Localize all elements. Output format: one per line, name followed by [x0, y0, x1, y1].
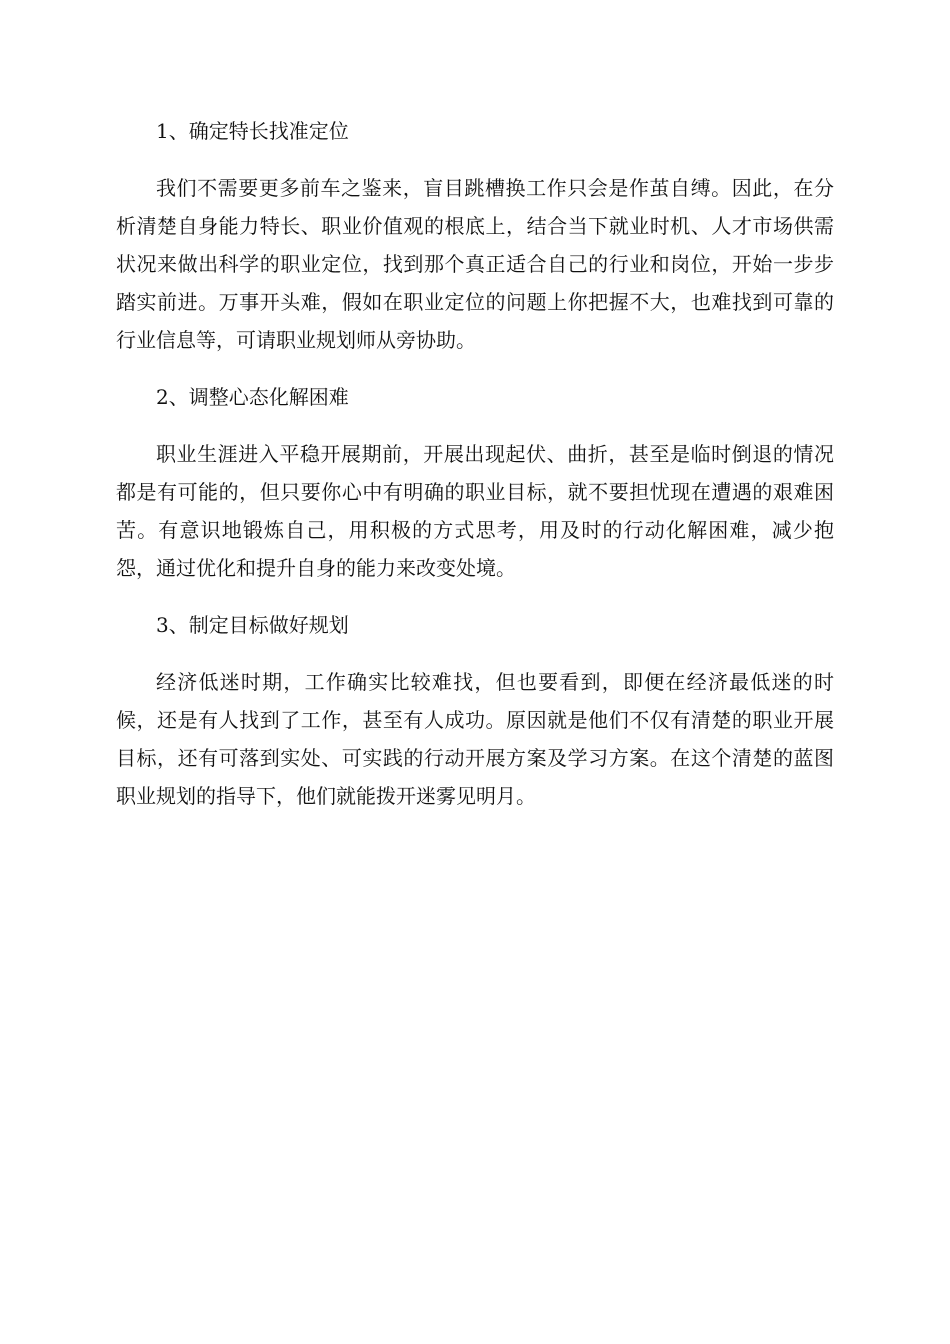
- document-body: [116, 112, 834, 834]
- section-paragraph-1: 我们不需要更多前车之鉴来，盲目跳槽换工作只会是作茧自缚。因此，在分析清楚自身能力特长、职业价值观的根底上，结合当下就业时机、人才市场供需状况来做出科学的职业定位，找到那个真正适合自己的行业和岗位，开始一步步踏实前进。万事开头难，假如在职业定位的问题上你把握不大，也难找到可靠的行业信息等，可请职业规划师从旁协助。: [116, 176, 834, 352]
- section-heading-1: 1、确定特长找准定位: [156, 119, 349, 143]
- section-heading-2: 2、调整心态化解困难: [156, 385, 349, 409]
- section-paragraph-2: 职业生涯进入平稳开展期前，开展出现起伏、曲折，甚至是临时倒退的情况都是有可能的，但只要你心中有明确的职业目标，就不要担忧现在遭遇的艰难困苦。有意识地锻炼自己，用积极的方式思考，用及时的行动化解困难，减少抱怨，通过优化和提升自身的能力来改变处境。: [116, 442, 834, 580]
- section-heading-3: 3、制定目标做好规划: [156, 613, 349, 637]
- section-paragraph-3: 经济低迷时期，工作确实比较难找，但也要看到，即便在经济最低迷的时候，还是有人找到了工作，甚至有人成功。原因就是他们不仅有清楚的职业开展目标，还有可落到实处、可实践的行动开展方案及学习方案。在这个清楚的蓝图职业规划的指导下，他们就能拨开迷雾见明月。: [116, 670, 834, 808]
